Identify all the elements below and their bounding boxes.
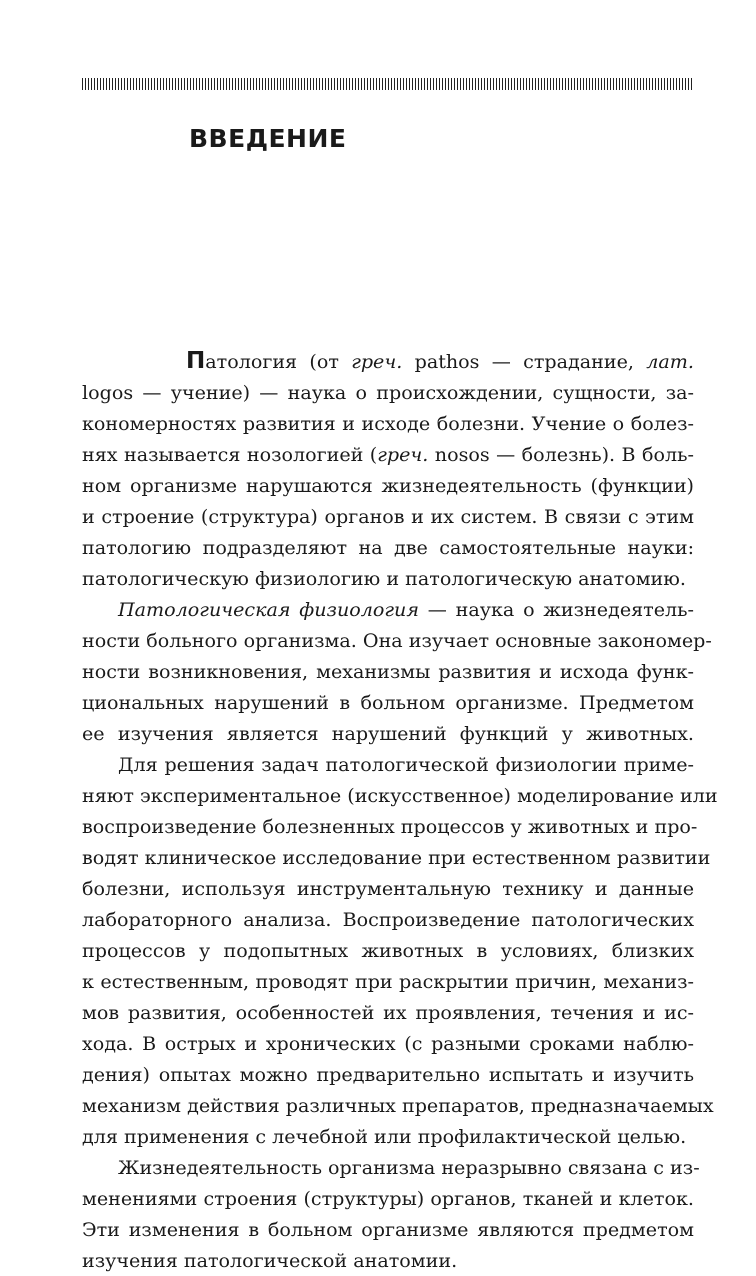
- text-line: болезни, используя инструментальную технику и данные: [82, 877, 694, 900]
- text-line: патологию подразделяют на две самостоятельные науки:: [82, 536, 694, 559]
- text-line: для применения с лечебной или профилактической целью.: [82, 1125, 687, 1148]
- text-line: циональных нарушений в больном организме. Предметом: [82, 691, 694, 714]
- text-line: процессов у подопытных животных в условиях, близких: [82, 939, 694, 962]
- text-line: нях называется нозологией (греч. nosos — болезнь). В боль-: [82, 443, 694, 466]
- text-line: хода. В острых и хронических (с разными сроками наблю-: [82, 1032, 694, 1055]
- text-line: Патологическая физиология — наука о жизнедеятель-: [118, 598, 694, 621]
- text-line: лабораторного анализа. Воспроизведение патологических: [82, 908, 694, 931]
- text-line: няют экспериментальное (искусственное) моделирование или: [82, 784, 718, 807]
- text-line: менениями строения (структуры) органов, тканей и клеток.: [82, 1187, 694, 1210]
- text-line: и строение (структура) органов и их систем. В связи с этим: [82, 505, 694, 528]
- text-line: Жизнедеятельность организма неразрывно связана с из-: [118, 1156, 700, 1179]
- body-text: [82, 346, 718, 1276]
- text-line: Патология (от греч. pathos — страдание, лат.: [186, 348, 694, 374]
- drop-cap: П: [186, 348, 206, 374]
- text-line: патологическую физиологию и патологическую анатомию.: [82, 567, 686, 590]
- top-rule: [82, 78, 694, 90]
- text-line: изучения патологической анатомии.: [82, 1249, 458, 1272]
- chapter-title: ВВЕДЕНИЕ: [189, 124, 347, 153]
- text-line: к естественным, проводят при раскрытии причин, механиз-: [82, 970, 694, 993]
- text-line: мов развития, особенностей их проявления, течения и ис-: [82, 1001, 694, 1024]
- text-line: ности больного организма. Она изучает основные закономер-: [82, 629, 712, 652]
- text-line: logos — учение) — наука о происхождении, сущности, за-: [82, 381, 694, 404]
- text-line: Для решения задач патологической физиологии приме-: [118, 753, 694, 776]
- text-line: дения) опытах можно предварительно испытать и изучить: [82, 1063, 694, 1086]
- text-line: Эти изменения в больном организме являются предметом: [82, 1218, 694, 1241]
- text-line: ности возникновения, механизмы развития и исхода функ-: [82, 660, 694, 683]
- text-line: ее изучения является нарушений функций у животных.: [82, 722, 694, 745]
- text-line: водят клиническое исследование при естественном развитии: [82, 846, 711, 869]
- text-line: ном организме нарушаются жизнедеятельность (функции): [82, 474, 694, 497]
- text-line: кономерностях развития и исходе болезни. Учение о болез-: [82, 412, 694, 435]
- text-line: механизм действия различных препаратов, предназначаемых: [82, 1094, 714, 1117]
- text-line: воспроизведение болезненных процессов у животных и про-: [82, 815, 698, 838]
